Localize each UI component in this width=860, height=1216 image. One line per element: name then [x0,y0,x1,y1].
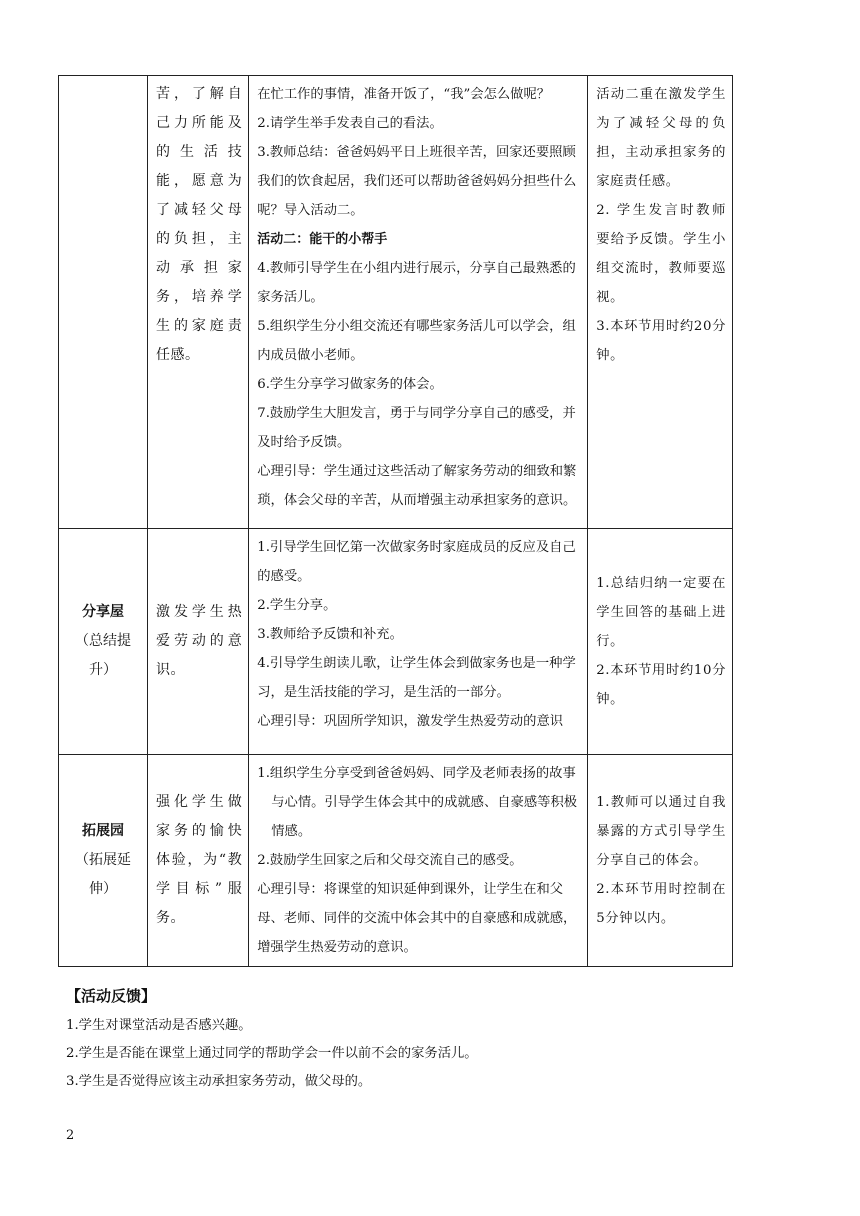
process-line: 1.引导学生回忆第一次做家务时家庭成员的反应及自己的感受。 [257,540,576,584]
process-line: 3.教师给予反馈和补充。 [257,627,403,642]
note-line: 1.教师可以通过自我暴露的方式引导学生分享自己的体会。 [596,795,726,868]
goal-cell [148,755,249,967]
stage-name: 分享屋 [82,604,125,620]
note-line: 3.本环节用时约20分钟。 [596,319,726,363]
feedback-item: 2.学生是否能在课堂上通过同学的帮助学会一件以前不会的家务活儿。 [66,1046,478,1061]
process-line: 7.鼓励学生大胆发言，勇于与同学分享自己的感受，并及时给予反馈。 [257,406,576,450]
goal-text: 强化学生做家务的愉快体验，为“教学目标”服务。 [156,794,243,926]
psych-guidance: 心理引导：将课堂的知识延伸到课外，让学生在和父母、老师、同伴的交流中体会其中的自豪感和成就感，增强学生热爱劳动的意识。 [257,882,577,955]
stage-cell [59,529,148,755]
table-row [59,755,733,967]
goal-text: 苦，了解自己力所能及的生活技能，愿意为了减轻父母的负担，主动承担家务，培养学生的家庭责任感。 [156,86,243,363]
stage-subtitle: （总结提升） [75,633,132,678]
table-row [59,76,733,529]
activity-heading: 活动二：能干的小帮手 [257,232,388,247]
stage-cell [59,76,148,529]
feedback-item: 3.学生是否觉得应该主动承担家务劳动，做父母的。 [66,1074,372,1089]
process-line: 3.教师总结：爸爸妈妈平日上班很辛苦，回家还要照顾我们的饮食起居，我们还可以帮助爸爸妈妈分担些什么呢？导入活动二。 [257,145,577,218]
lesson-plan-table [58,75,733,967]
notes-cell [588,76,733,529]
process-cell [249,529,588,755]
process-line: 6.学生分享学习做家务的体会。 [257,377,443,392]
process-line: 2.学生分享。 [257,598,337,613]
psych-guidance: 心理引导：巩固所学知识，激发学生热爱劳动的意识 [257,714,564,729]
note-line: 2. 学生发言时教师要给予反馈。学生小组交流时，教师要巡视。 [596,203,726,305]
note-line: 2.本环节用时约10分钟。 [596,663,726,707]
process-line: 2.鼓励学生回家之后和父母交流自己的感受。 [257,853,523,868]
table-row [59,529,733,755]
stage-subtitle: （拓展延伸） [75,852,132,897]
goal-cell [148,76,249,529]
process-line: 4.教师引导学生在小组内进行展示，分享自己最熟悉的家务活儿。 [257,261,576,305]
process-cell [249,755,588,967]
feedback-heading: 【活动反馈】 [66,987,157,1005]
notes-cell [588,529,733,755]
process-cell [249,76,588,529]
process-line: 在忙工作的事情，准备开饭了，“我”会怎么做呢？ [257,87,551,102]
psych-guidance: 心理引导：学生通过这些活动了解家务劳动的细致和繁琐，体会父母的辛苦，从而增强主动承担家务的意识。 [257,464,577,508]
notes-cell [588,755,733,967]
note-line: 活动二重在激发学生为了减轻父母的负担，主动承担家务的家庭责任感。 [596,87,726,189]
process-line: 2.请学生举手发表自己的看法。 [257,116,443,131]
stage-cell [59,755,148,967]
feedback-list [66,1012,706,1096]
process-line: 4.引导学生朗读儿歌，让学生体会到做家务也是一种学习，是生活技能的学习，是生活的一部分。 [257,656,576,700]
process-line: 1.组织学生分享受到爸爸妈妈、同学及老师表扬的故事与心情。引导学生体会其中的成就感、自豪感等积极情感。 [257,766,578,839]
note-line: 2.本环节用时控制在5分钟以内。 [596,882,726,926]
note-line: 1.总结归纳一定要在学生回答的基础上进行。 [596,576,726,649]
feedback-item: 1.学生对课堂活动是否感兴趣。 [66,1018,252,1033]
stage-name: 拓展园 [82,823,125,839]
goal-text: 激发学生热爱劳动的意识。 [156,604,243,678]
page-number: 2 [66,1128,75,1143]
goal-cell [148,529,249,755]
process-line: 5.组织学生分小组交流还有哪些家务活儿可以学会，组内成员做小老师。 [257,319,576,363]
